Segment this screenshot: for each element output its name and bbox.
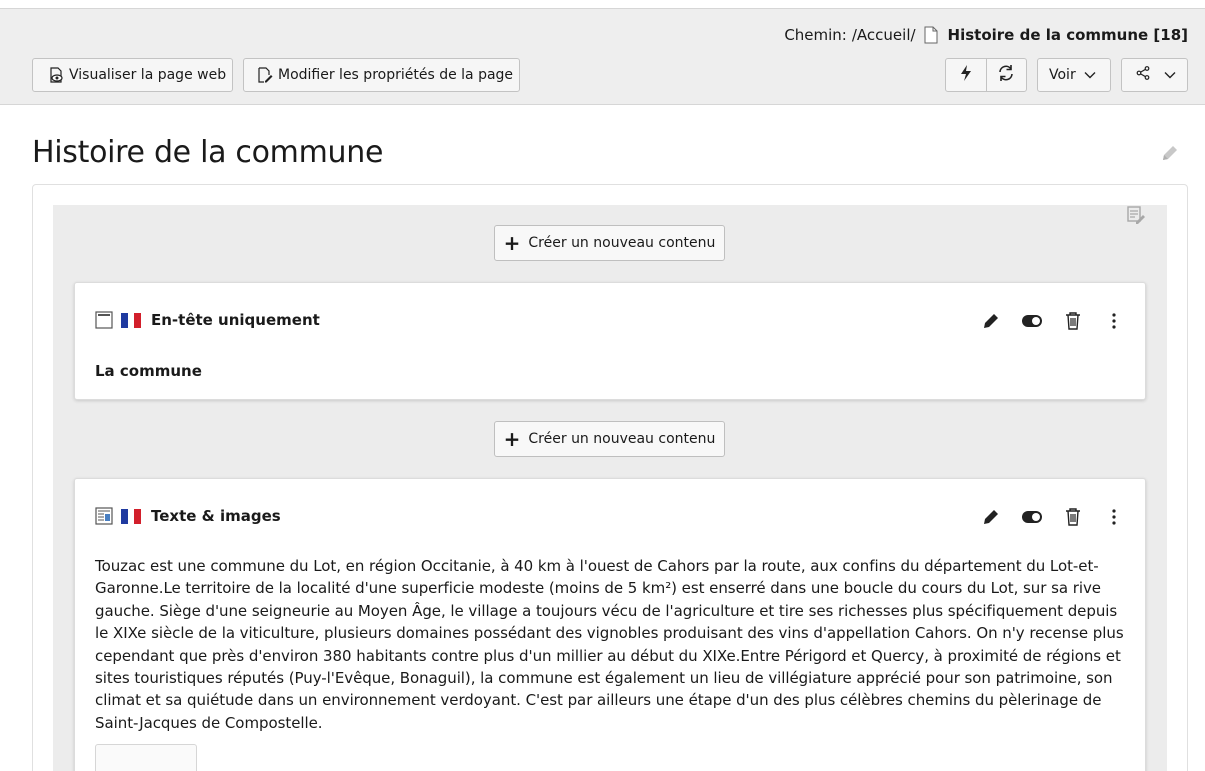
create-content-button[interactable] [494, 421, 725, 457]
trash-icon[interactable] [1062, 506, 1084, 528]
edit-column-button[interactable] [1126, 205, 1146, 225]
cache-button-group [945, 58, 1027, 92]
lightning-icon [959, 64, 973, 86]
edit-title-button[interactable] [1160, 143, 1182, 165]
plus-icon: + [503, 427, 521, 451]
toggle-icon[interactable] [1021, 310, 1043, 332]
page-title: Histoire de la commune [32, 135, 384, 170]
voir-dropdown[interactable] [1037, 58, 1111, 92]
content-element-body: La commune [95, 362, 202, 380]
image-thumbnail[interactable] [95, 744, 197, 771]
chevron-down-icon [1084, 71, 1096, 79]
breadcrumb-current: Histoire de la commune [18] [947, 26, 1188, 44]
create-content-label: Créer un nouveau contenu [528, 235, 716, 251]
create-content-label: Créer un nouveau contenu [528, 431, 716, 447]
eye-icon [47, 66, 65, 84]
create-content-button[interactable] [494, 225, 725, 261]
content-element-textpic [74, 478, 1146, 771]
edit-page-properties-button[interactable] [243, 58, 520, 92]
breadcrumb-prefix: Chemin: [784, 26, 847, 44]
content-element-actions [961, 506, 1125, 528]
pencil-icon[interactable] [980, 310, 1002, 332]
flag-fr-icon [121, 313, 141, 328]
view-webpage-label: Visualiser la page web [69, 67, 227, 83]
content-element-body: Touzac est une commune du Lot, en région Occitanie, à 40 km à l'ouest de Cahors par la route, aux confins du département du Lot-et-Garonne.Le territoire de la localité d'une superficie modeste (moins de 5 km²) est enserré dans une boucle du cours du Lot, sur sa rive gauche. Siège d'une seigneurie au Moyen Âge, le village a toujours vécu de l'agriculture et tire ses richesses plus spécifiquement depuis le XIXe siècle de la viticulture, plusieurs domaines possédant des vignobles produisant des vins d'appellation Cahors. On n'y recense plus cependant que près d'environ 380 habitants contre plus d'un millier au début du XIXe.Entre Périgord et Quercy, à proximité de régions et sites touristiques réputés (Puy-l'Evêque, Bonaguil), la commune est également un lieu de villégiature apprécié pour son patrimoine, son climat et sa quiétude dans un environnement verdoyant. C'est par ailleurs une étape d'un des plus célèbres chemins du pèlerinage de Saint-Jacques de Compostelle. [95, 557, 1124, 732]
pencil-icon[interactable] [980, 506, 1002, 528]
share-dropdown[interactable] [1121, 58, 1188, 92]
flag-fr-icon [121, 509, 141, 524]
refresh-icon [997, 64, 1015, 86]
chevron-down-icon [1164, 71, 1176, 79]
page-edit-icon [256, 66, 274, 84]
trash-icon[interactable] [1062, 310, 1084, 332]
column-edit-icon [1126, 210, 1146, 229]
edit-page-properties-label: Modifier les propriétés de la page [278, 67, 514, 83]
content-element-head [95, 311, 320, 329]
content-element-header [74, 282, 1146, 400]
top-band [0, 0, 1205, 9]
breadcrumb-path[interactable]: /Accueil/ [851, 26, 916, 44]
header-type-icon [95, 311, 113, 329]
pencil-icon [1160, 148, 1180, 167]
content-element-actions [961, 310, 1125, 332]
content-element-head [95, 507, 281, 525]
textpic-type-icon [95, 507, 113, 525]
share-icon [1136, 66, 1150, 84]
clear-cache-button[interactable] [946, 59, 986, 91]
reload-button[interactable] [986, 59, 1027, 91]
more-icon[interactable] [1103, 506, 1125, 528]
more-icon[interactable] [1103, 310, 1125, 332]
breadcrumb [784, 26, 1188, 44]
view-webpage-button[interactable] [32, 58, 233, 92]
page-icon [924, 26, 938, 44]
plus-icon: + [503, 231, 521, 255]
content-element-type: En-tête uniquement [151, 311, 320, 329]
voir-label: Voir [1049, 67, 1076, 83]
toggle-icon[interactable] [1021, 506, 1043, 528]
content-element-type: Texte & images [151, 507, 281, 525]
